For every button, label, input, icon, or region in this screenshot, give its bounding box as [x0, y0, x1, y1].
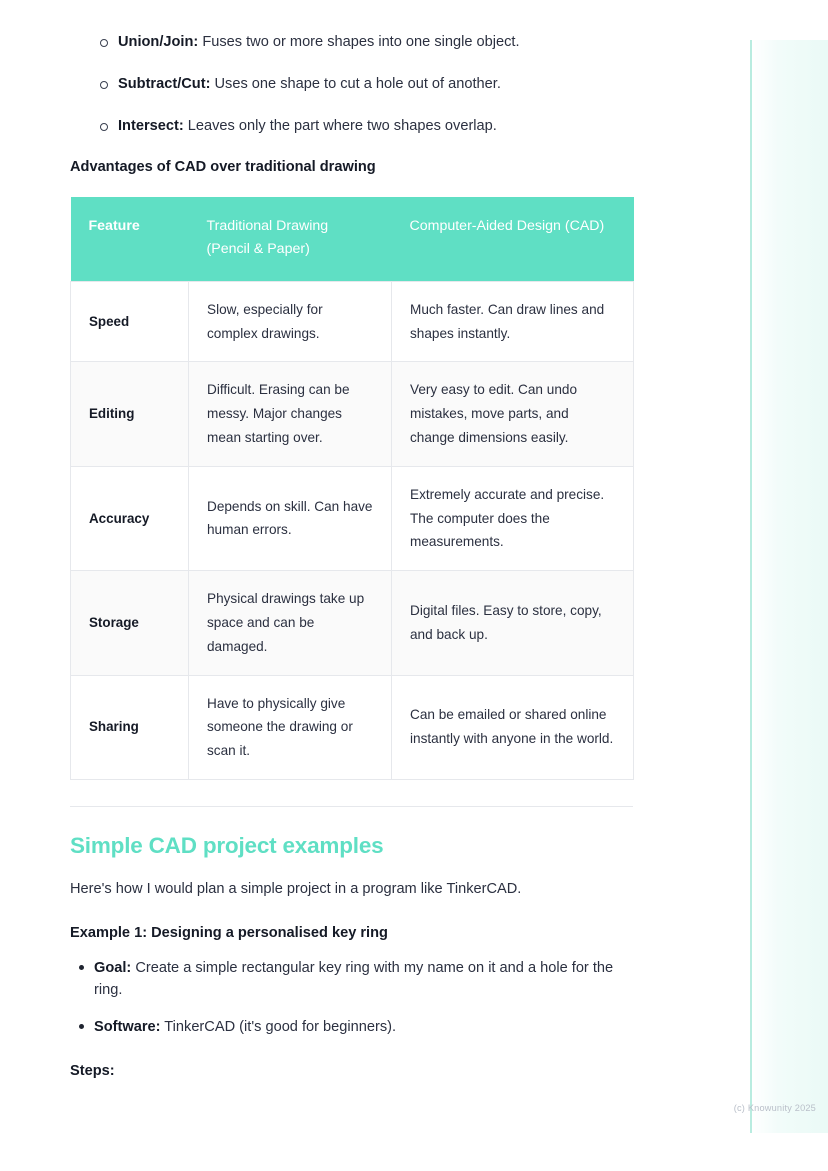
list-item [70, 32, 640, 53]
list-item [70, 116, 640, 137]
list-item-text: Leaves only the part where two shapes overlap. [183, 118, 497, 135]
steps-heading: Steps: [70, 1062, 115, 1079]
table-column-header-feature: Feature [71, 197, 189, 281]
table-cell-cad: Very easy to edit. Can undo mistakes, move parts, and change dimensions easily. [392, 362, 634, 466]
table-cell-traditional: Depends on skill. Can have human errors. [189, 466, 392, 570]
table-cell-cad: Can be emailed or shared online instantly with anyone in the world. [392, 675, 634, 779]
list-item-term: Software: [94, 1018, 161, 1035]
table-cell-feature: Sharing [71, 675, 189, 779]
table-row [71, 571, 634, 675]
list-item-term: Subtract/Cut: [118, 76, 211, 93]
table-cell-feature: Accuracy [71, 466, 189, 570]
cad-comparison-table [70, 197, 634, 779]
list-item-term: Union/Join: [118, 34, 199, 50]
list-item [70, 1016, 640, 1039]
table-row [71, 675, 634, 779]
table-cell-traditional: Physical drawings take up space and can be damaged. [189, 571, 392, 675]
table-cell-cad: Extremely accurate and precise. The computer does the measurements. [392, 466, 634, 570]
list-item-text: Uses one shape to cut a hole out of another. [210, 76, 501, 93]
table-cell-feature: Speed [71, 281, 189, 362]
section-divider [70, 806, 633, 807]
section-intro-text: Here's how I would plan a simple project in a program like TinkerCAD. [70, 880, 522, 897]
table-row [71, 362, 634, 466]
list-item-text: Fuses two or more shapes into one single object. [198, 34, 520, 50]
copyright-footer: (c) Knowunity 2025 [733, 1103, 816, 1113]
table-cell-cad: Digital files. Easy to store, copy, and back up. [392, 571, 634, 675]
list-item [70, 957, 640, 1002]
boolean-operations-list [70, 32, 640, 137]
list-item [70, 74, 640, 95]
table-header-row [71, 197, 634, 281]
page-side-strip [750, 40, 828, 1133]
advantages-heading: Advantages of CAD over traditional drawing [70, 159, 376, 176]
example-points-list [70, 957, 640, 1039]
example-heading: Example 1: Designing a personalised key ring [70, 924, 388, 941]
table-cell-traditional: Difficult. Erasing can be messy. Major changes mean starting over. [189, 362, 392, 466]
section-heading: Simple CAD project examples [70, 832, 384, 858]
table-column-header-cad: Computer-Aided Design (CAD) [392, 197, 634, 281]
list-item-text: TinkerCAD (it's good for beginners). [160, 1018, 397, 1035]
table-column-header-traditional: Traditional Drawing (Pencil & Paper) [189, 197, 392, 281]
table-cell-feature: Storage [71, 571, 189, 675]
list-item-text: Create a simple rectangular key ring with my name on it and a hole for the ring. [94, 959, 614, 999]
table-cell-traditional: Have to physically give someone the drawing or scan it. [189, 675, 392, 779]
list-item-term: Goal: [94, 959, 132, 976]
table-row [71, 281, 634, 362]
table-row [71, 466, 634, 570]
table-cell-feature: Editing [71, 362, 189, 466]
table-cell-traditional: Slow, especially for complex drawings. [189, 281, 392, 362]
list-item-term: Intersect: [118, 118, 184, 135]
document-content [70, 32, 640, 1079]
table-cell-cad: Much faster. Can draw lines and shapes instantly. [392, 281, 634, 362]
